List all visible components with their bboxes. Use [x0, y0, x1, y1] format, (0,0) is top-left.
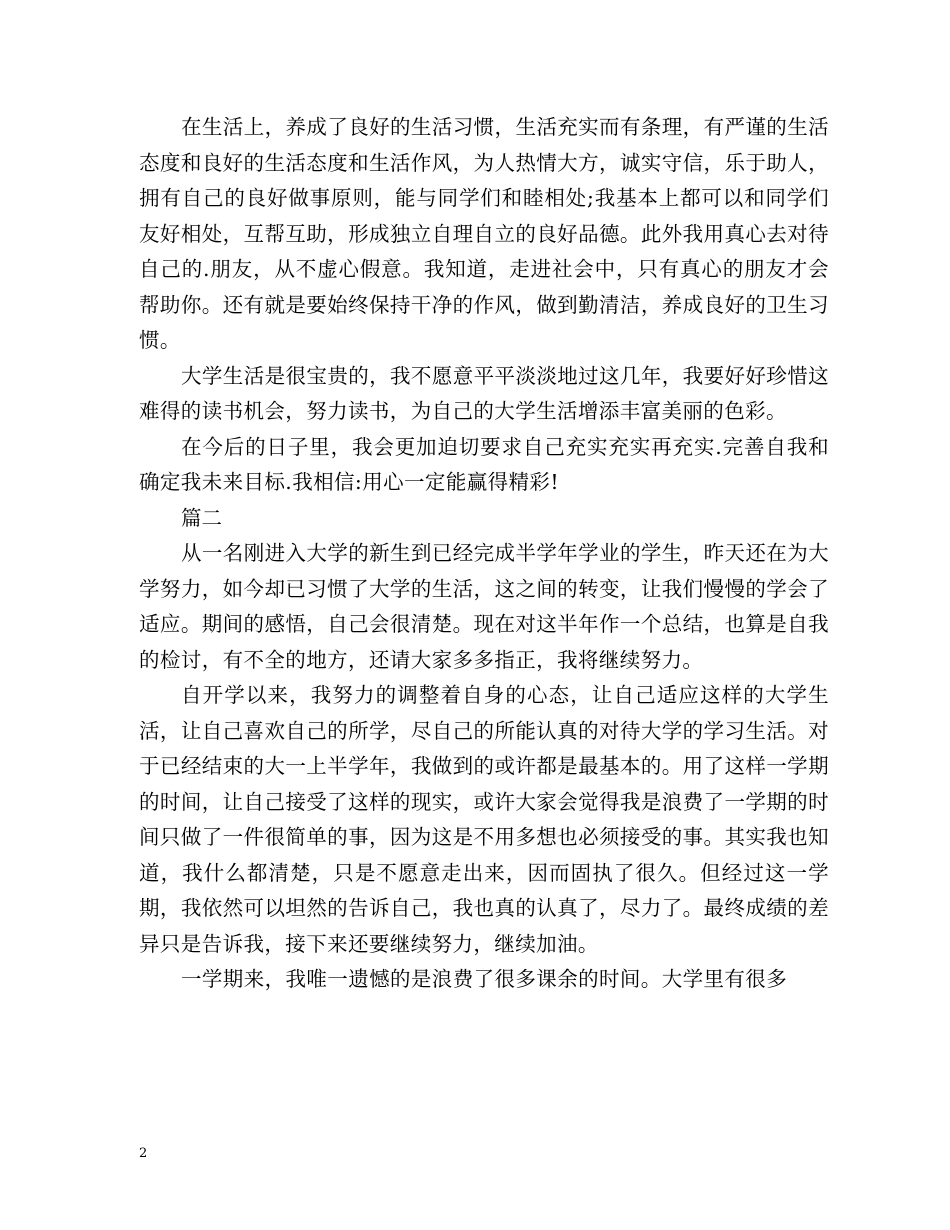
paragraph-regret: 一学期来，我唯一遗憾的是浪费了很多课余的时间。大学里有很多 — [181, 967, 788, 991]
paragraph-freshman-adaptation: 从一名刚进入大学的新生到已经完成半学年学业的学生，昨天还在为大学努力，如今却已习惯了大学的生活，这之间的转变，让我们慢慢的学会了适应。期间的感悟，自己会很清楚。现在对这半年作一个总结，也算是自我的检讨，有不全的地方，还请大家多多指正，我将继续努力。 — [139, 541, 829, 672]
paragraph-future-goals: 在今后的日子里，我会更加迫切要求自己充实充实再充实.完善自我和确定我未来目标.我相信:用心一定能赢得精彩! — [139, 434, 829, 494]
paragraph-semester-reflection: 自开学以来，我努力的调整着自身的心态，让自己适应这样的大学生活，让自己喜欢自己的所学，尽自己的所能认真的对待大学的学习生活。对于已经结束的大一上半学年，我做到的或许都是最基本的。用了这样一学期的时间，让自己接受了这样的现实，或许大家会觉得我是浪费了一学期的时间只做了一件很简单的事，因为这是不用多想也必须接受的事。其实我也知道，我什么都清楚，只是不愿意走出来，因而固执了很久。但经过这一学期，我依然可以坦然的告诉自己，我也真的认真了，尽力了。最终成绩的差异只是告诉我，接下来还要继续努力，继续加油。 — [139, 683, 829, 956]
paragraph-university-life: 大学生活是很宝贵的，我不愿意平平淡淡地过这几年，我要好好珍惜这难得的读书机会，努力读书，为自己的大学生活增添丰富美丽的色彩。 — [139, 363, 829, 423]
section-heading: 篇二 — [181, 505, 222, 530]
document-body — [139, 110, 829, 998]
paragraph-life-habits: 在生活上，养成了良好的生活习惯，生活充实而有条理，有严谨的生活态度和良好的生活态度和生活作风，为人热情大方，诚实守信，乐于助人，拥有自己的良好做事原则，能与同学们和睦相处;我基本上都可以和同学们友好相处，互帮互助，形成独立自理自立的良好品德。此外我用真心去对待自己的.朋友，从不虚心假意。我知道，走进社会中，只有真心的朋友才会帮助你。还有就是要始终保持干净的作风，做到勤清洁，养成良好的卫生习惯。 — [139, 115, 829, 352]
page-number: 2 — [139, 1146, 148, 1161]
